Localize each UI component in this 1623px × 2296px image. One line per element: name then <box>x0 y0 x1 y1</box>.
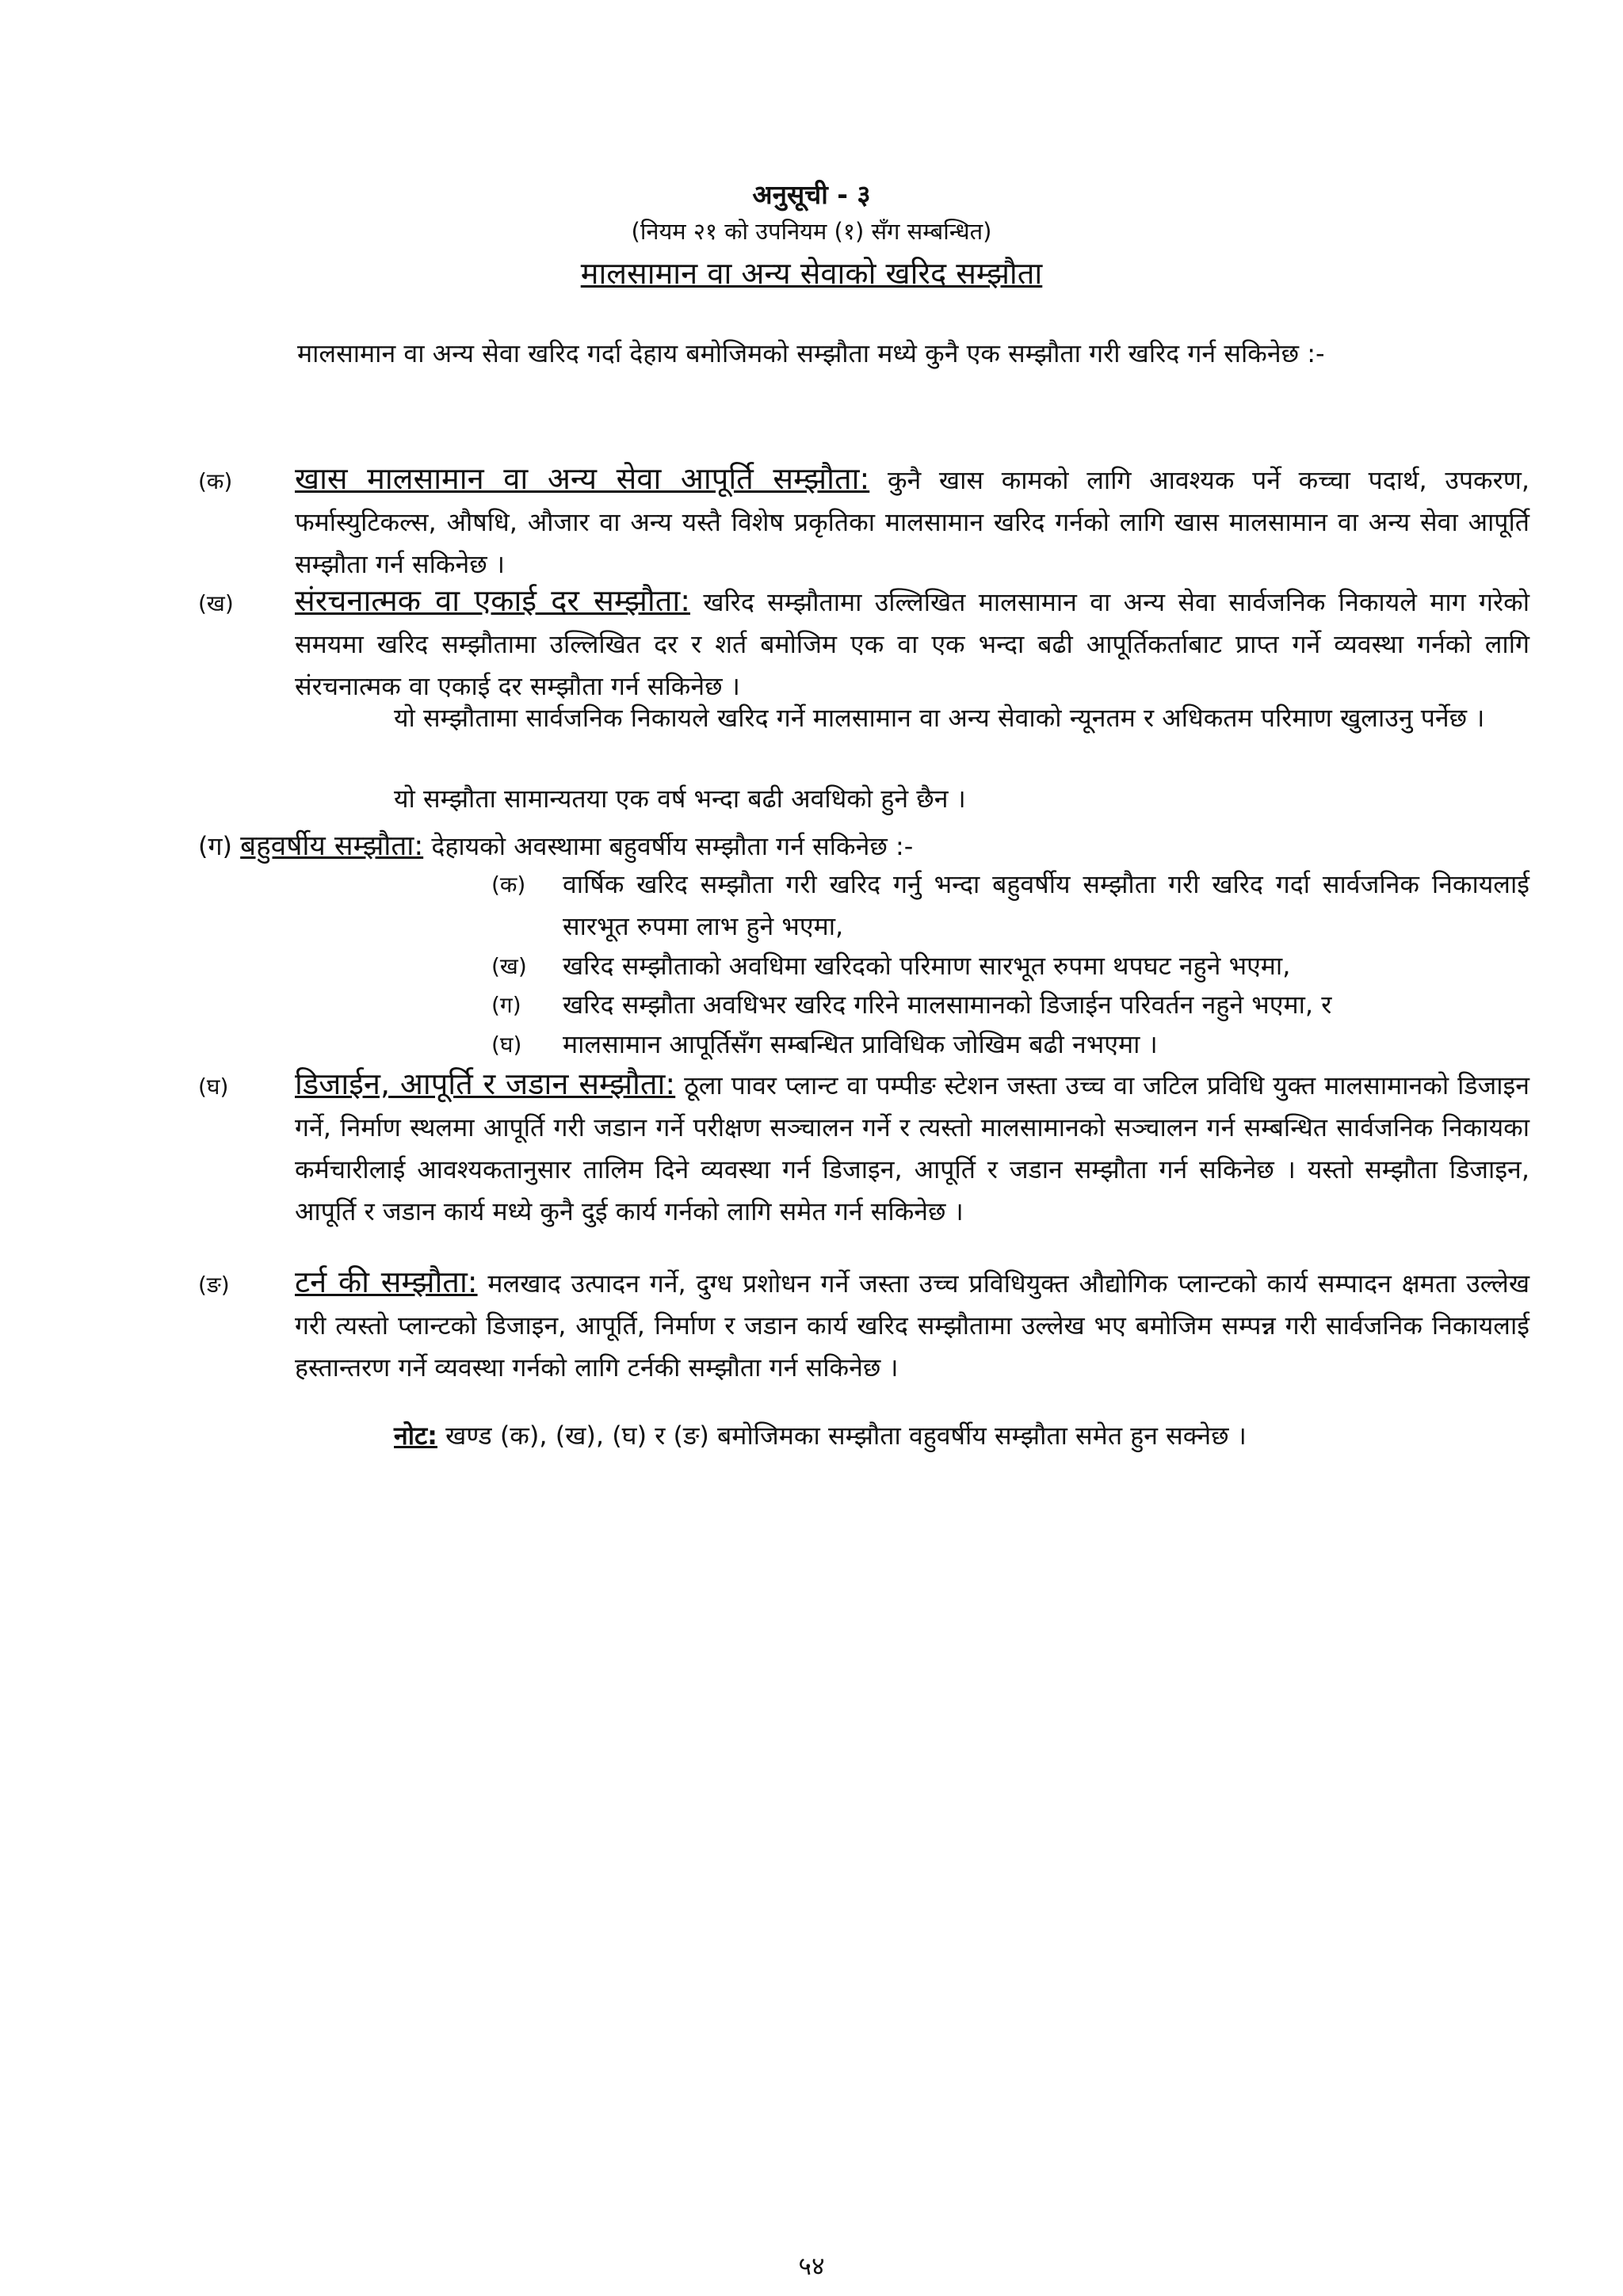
clause-kha-para2 <box>295 697 1529 739</box>
clause-ga-subitem-text: मालसामान आपूर्तिसँग सम्बन्धित प्राविधिक जोखिम बढी नभएमा । <box>563 1029 1158 1059</box>
note <box>394 1418 1247 1452</box>
clause-gha <box>295 1063 1529 1233</box>
clause-nga-text: मलखाद उत्पादन गर्ने, दुग्ध प्रशोधन गर्ने जस्ता उच्च प्रविधियुक्त औद्योगिक प्लान्टको कार्य सम्पादन क्षमता उल्लेख गरी त्यस्तो प्लान्टको डिजाइन, आपूर्ति, निर्माण र जडान कार्य खरिद सम्झौतामा उल्लेख भए बमोजिम सम्पन्न गरी सार्वजनिक निकायलाई हस्तान्तरण गर्ने व्यवस्था गर्नको लागि टर्नकी सम्झौता गर्न सकिनेछ । <box>295 1268 1530 1383</box>
clause-nga-marker: (ङ) <box>198 1272 230 1298</box>
document-title: मालसामान वा अन्य सेवाको खरिद सम्झौता <box>580 256 1043 291</box>
clause-ka <box>295 458 1529 585</box>
rule-reference: (नियम २१ को उपनियम (१) सँग सम्बन्धित) <box>631 218 992 245</box>
clause-ga-subitem-marker: (क) <box>491 871 526 898</box>
clause-ka-text: कुनै खास कामको लागि आवश्यक पर्ने कच्चा पदार्थ, उपकरण, फर्मास्युटिकल्स, औषधि, औजार वा अन्य यस्तै विशेष प्रकृतिका मालसामान खरिद गर्नको लागि खास मालसामान वा अन्य सेवा आपूर्ति सम्झौता गर्न सकिनेछ । <box>295 465 1530 579</box>
clause-ga-subitem <box>491 1024 1529 1066</box>
clause-ga-subitem <box>491 945 1529 987</box>
clause-ga-subitem <box>491 864 1529 948</box>
clause-ga-subitem-marker: (ग) <box>491 992 521 1018</box>
clause-ka-term: खास मालसामान वा अन्य सेवा आपूर्ति सम्झौता: <box>295 461 870 496</box>
clause-ga <box>198 826 1529 868</box>
clause-gha-text: ठूला पावर प्लान्ट वा पम्पीङ स्टेशन जस्ता उच्च वा जटिल प्रविधि युक्त मालसामानको डिजाइन गर्ने, निर्माण स्थलमा आपूर्ति गरी जडान गर्ने परीक्षण सञ्चालन गर्ने र त्यस्तो मालसामानको सञ्चालन गर्न सम्बन्धित सार्वजनिक निकायका कर्मचारीलाई आवश्यकतानुसार तालिम दिने व्यवस्था गर्न डिजाइन, आपूर्ति र जडान सम्झौता गर्न सकिनेछ । यस्तो सम्झौता डिजाइन, आपूर्ति र जडान कार्य मध्ये कुनै दुई कार्य गर्नको लागि समेत गर्न सकिनेछ । <box>295 1070 1530 1226</box>
clause-ga-subitem <box>491 984 1529 1026</box>
clause-nga-term: टर्न की सम्झौता: <box>295 1264 478 1299</box>
clause-kha-para3-text: यो सम्झौता सामान्यतया एक वर्ष भन्दा बढी अवधिको हुने छैन । <box>394 784 966 814</box>
page-number: ५४ <box>798 2251 825 2281</box>
schedule-heading: अनुसूची - ३ <box>752 179 871 210</box>
clause-kha-marker: (ख) <box>198 590 234 616</box>
clause-ka-marker: (क) <box>198 468 233 494</box>
clause-kha-para2-text: यो सम्झौतामा सार्वजनिक निकायले खरिद गर्ने मालसामान वा अन्य सेवाको न्यूनतम र अधिकतम परिमाण खुलाउनु पर्नेछ । <box>394 703 1485 733</box>
clause-ga-subitem-text: खरिद सम्झौताको अवधिमा खरिदको परिमाण सारभूत रुपमा थपघट नहुने भएमा, <box>563 951 1291 981</box>
clause-kha-text: खरिद सम्झौतामा उल्लिखित मालसामान वा अन्य सेवा सार्वजनिक निकायले माग गरेको समयमा खरिद सम्झौतामा उल्लिखित दर र शर्त बमोजिम एक वा एक भन्दा बढी आपूर्तिकर्ताबाट प्राप्त गर्ने व्यवस्था गर्नको लागि संरचनात्मक वा एकाई दर सम्झौता गर्न सकिनेछ । <box>295 587 1529 701</box>
clause-ga-text: देहायको अवस्थामा बहुवर्षीय सम्झौता गर्न सकिनेछ :- <box>431 831 914 861</box>
clause-gha-term: डिजाईन, आपूर्ति र जडान सम्झौता: <box>295 1066 676 1101</box>
clause-nga <box>295 1261 1529 1389</box>
clause-gha-marker: (घ) <box>198 1074 229 1100</box>
clause-ga-subitem-marker: (घ) <box>491 1032 522 1058</box>
clause-ga-marker: (ग) <box>198 831 232 861</box>
clause-ga-subitem-text: खरिद सम्झौता अवधिभर खरिद गरिने मालसामानको डिजाईन परिवर्तन नहुने भएमा, र <box>563 990 1332 1020</box>
clause-kha-term: संरचनात्मक वा एकाई दर सम्झौता: <box>295 583 690 618</box>
clause-kha-para3 <box>295 778 1529 820</box>
note-label: नोट: <box>394 1421 437 1451</box>
clause-ga-subitem-marker: (ख) <box>491 953 527 979</box>
clause-ga-subitem-text: वार्षिक खरिद सम्झौता गरी खरिद गर्नु भन्दा बहुवर्षीय सम्झौता गरी खरिद गर्दा सार्वजनिक निकायलाई सारभूत रुपमा लाभ हुने भएमा, <box>563 869 1529 941</box>
clause-kha <box>295 580 1529 707</box>
clause-ga-term: बहुवर्षीय सम्झौता: <box>240 830 424 862</box>
intro-paragraph: मालसामान वा अन्य सेवा खरिद गर्दा देहाय बमोजिमको सम्झौता मध्ये कुनै एक सम्झौता गरी खरिद गर्न सकिनेछ :- <box>297 338 1325 368</box>
note-text: खण्ड (क), (ख), (घ) र (ङ) बमोजिमका सम्झौता वहुवर्षीय सम्झौता समेत हुन सक्नेछ । <box>445 1421 1247 1451</box>
